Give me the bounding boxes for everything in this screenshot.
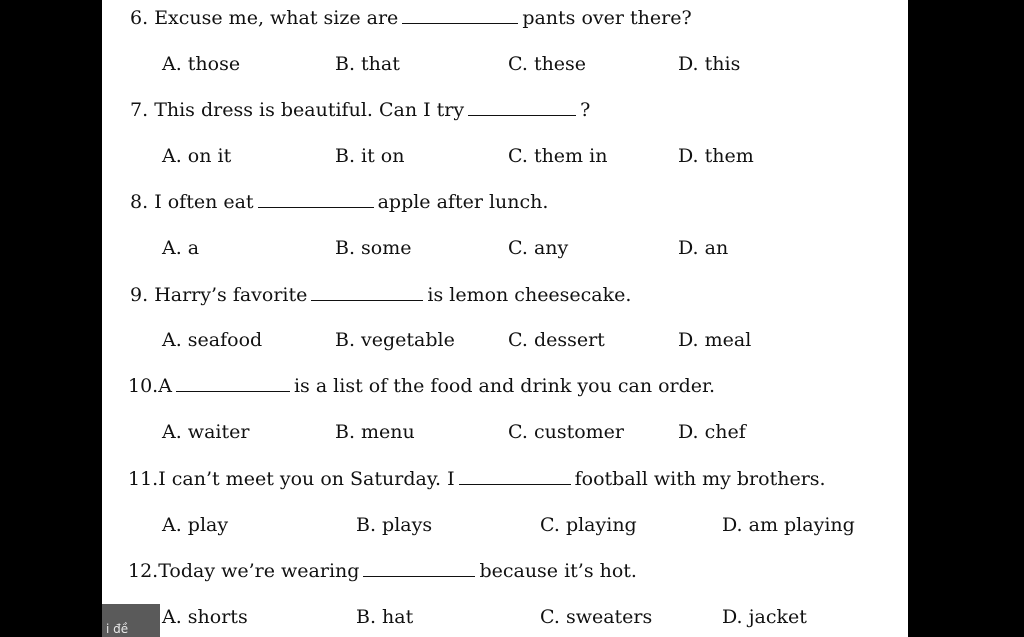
answer-blank (459, 468, 571, 485)
question-6 (130, 6, 692, 30)
option-d: D. chef (678, 421, 746, 443)
answer-blank (258, 191, 374, 208)
option-a: A. play (162, 514, 229, 536)
question-number: 9. (130, 284, 149, 306)
question-text-before: I often eat (154, 191, 254, 213)
question-12 (128, 559, 637, 583)
option-a: A. waiter (162, 421, 250, 443)
question-text-after: football with my brothers. (574, 468, 826, 490)
option-d: D. am playing (722, 514, 855, 536)
question-9 (130, 283, 631, 307)
option-c: C. these (508, 53, 587, 75)
question-8 (130, 190, 548, 214)
option-b: B. menu (335, 421, 415, 443)
option-c: C. dessert (508, 329, 605, 351)
question-text-before: A (158, 375, 172, 397)
question-text-after: because it’s hot. (479, 560, 637, 582)
option-a: A. on it (162, 145, 232, 167)
question-10 (128, 374, 715, 398)
question-text-before: Harry’s favorite (154, 284, 308, 306)
question-number: 7. (130, 99, 149, 121)
answer-blank (363, 560, 475, 577)
question-text-after: pants over there? (522, 7, 692, 29)
option-b: B. vegetable (335, 329, 455, 351)
corner-tab[interactable] (102, 604, 160, 637)
question-7 (130, 98, 590, 122)
option-a: A. shorts (162, 606, 248, 628)
question-11 (128, 467, 826, 491)
option-c: C. sweaters (540, 606, 653, 628)
option-d: D. this (678, 53, 741, 75)
question-number: 8. (130, 191, 149, 213)
option-c: C. them in (508, 145, 608, 167)
option-a: A. those (162, 53, 241, 75)
option-a: A. seafood (162, 329, 263, 351)
answer-blank (176, 375, 290, 392)
option-a: A. a (162, 237, 200, 259)
question-text-before: This dress is beautiful. Can I try (154, 99, 465, 121)
option-d: D. jacket (722, 606, 807, 628)
question-number: 11. (128, 468, 159, 490)
option-c: C. any (508, 237, 569, 259)
option-c: C. customer (508, 421, 624, 443)
question-text-after: ? (580, 99, 591, 121)
option-c: C. playing (540, 514, 637, 536)
option-d: D. meal (678, 329, 752, 351)
answer-blank (468, 99, 576, 116)
option-b: B. some (335, 237, 412, 259)
option-d: D. an (678, 237, 729, 259)
question-text-before: Excuse me, what size are (154, 7, 399, 29)
question-text-before: I can’t meet you on Saturday. I (158, 468, 455, 490)
question-text-after: apple after lunch. (377, 191, 549, 213)
corner-tab-label: i đề (106, 622, 129, 636)
question-text-after: is a list of the food and drink you can order. (293, 375, 716, 397)
option-b: B. plays (356, 514, 433, 536)
question-text-after: is lemon cheesecake. (427, 284, 632, 306)
option-b: B. hat (356, 606, 414, 628)
question-number: 6. (130, 7, 149, 29)
answer-blank (402, 7, 518, 24)
worksheet-page (102, 0, 908, 637)
option-b: B. it on (335, 145, 405, 167)
answer-blank (311, 284, 423, 301)
question-number: 10. (128, 375, 159, 397)
option-b: B. that (335, 53, 400, 75)
option-d: D. them (678, 145, 754, 167)
question-number: 12. (128, 560, 159, 582)
question-text-before: Today we’re wearing (158, 560, 360, 582)
